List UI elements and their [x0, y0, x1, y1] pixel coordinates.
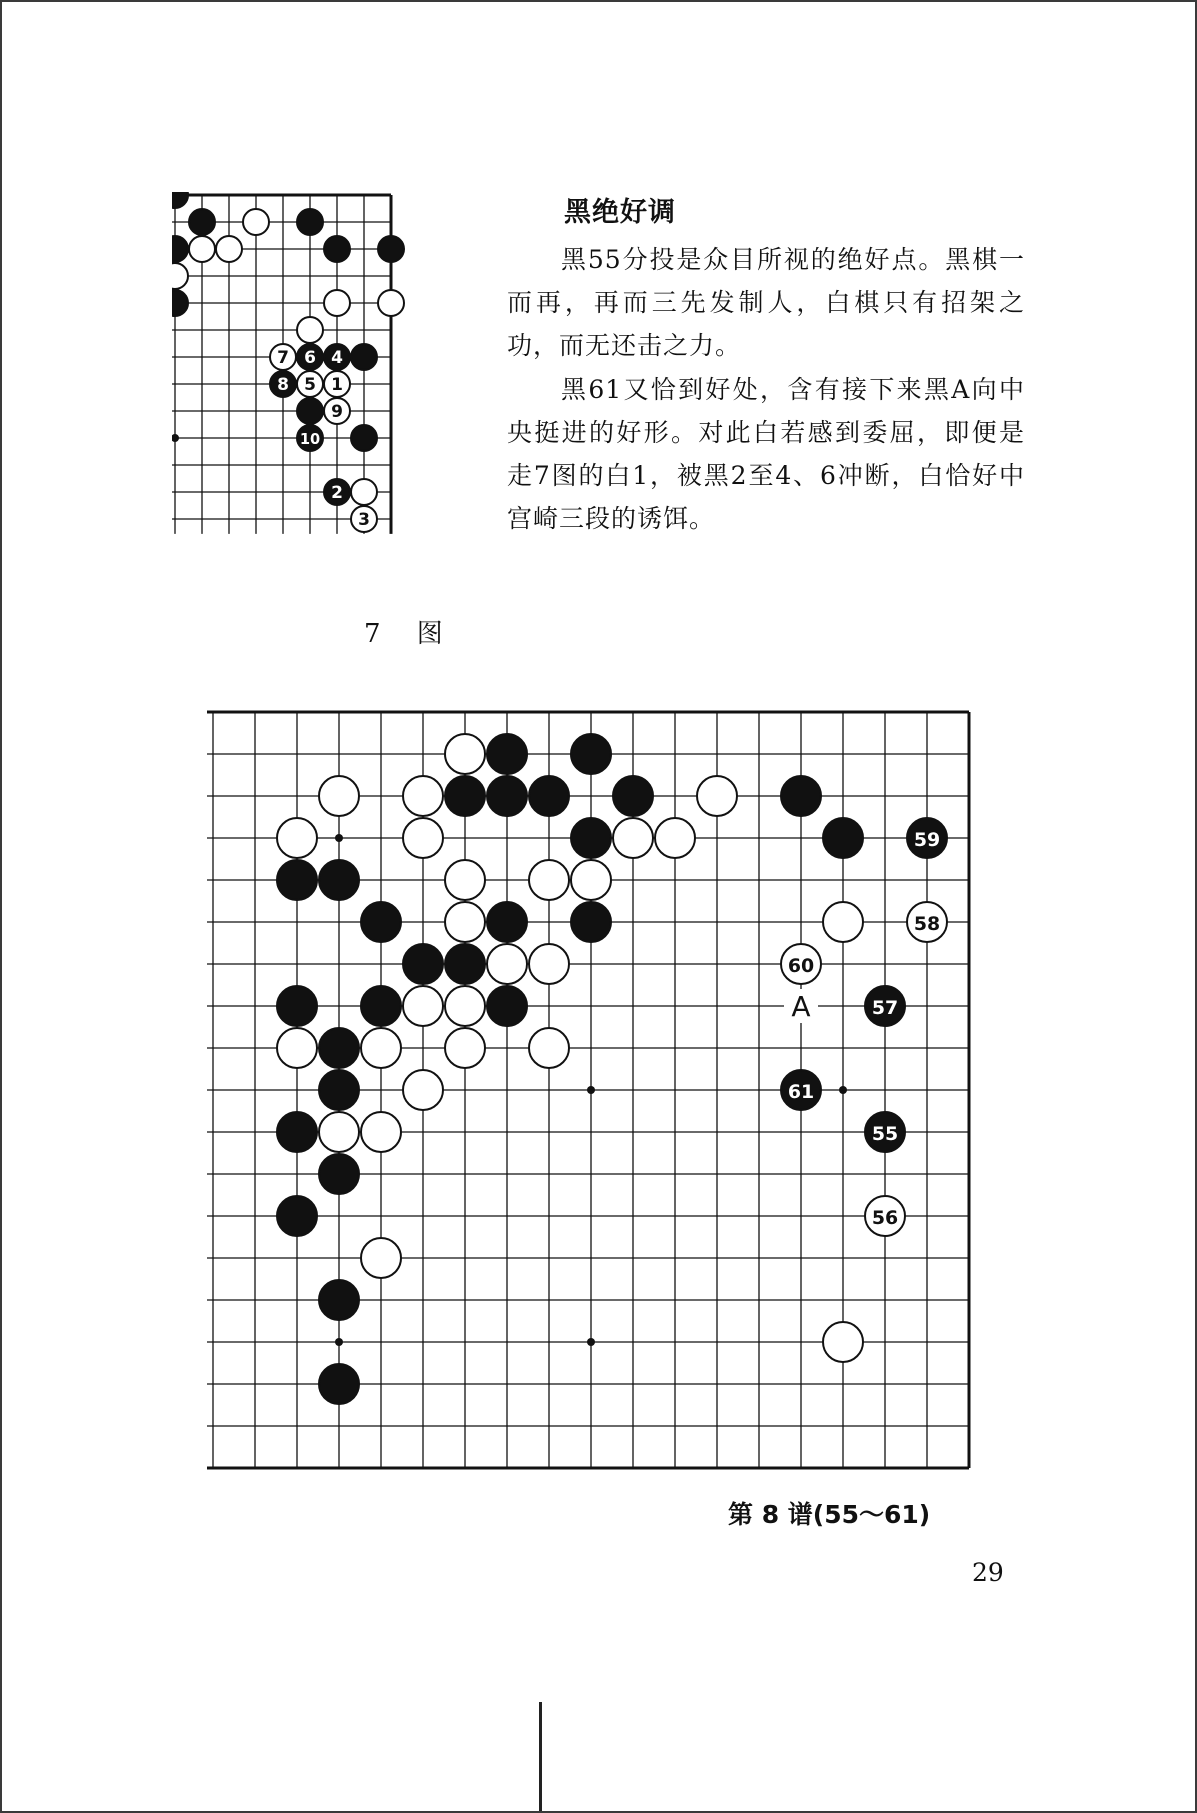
black-stone [324, 236, 350, 262]
move-number: 6 [304, 348, 316, 369]
black-stone [487, 902, 527, 942]
stone-disc [277, 986, 317, 1026]
black-stone [319, 1154, 359, 1194]
stone-disc [324, 290, 350, 316]
stone-disc [277, 1112, 317, 1152]
white-stone [529, 1028, 569, 1068]
white-stone [351, 506, 377, 532]
stone-disc [277, 860, 317, 900]
black-stone [378, 236, 404, 262]
move-number: 60 [787, 954, 815, 977]
black-stone [277, 1196, 317, 1236]
stone-disc [445, 734, 485, 774]
white-stone [445, 902, 485, 942]
diagram-7-caption: 7 图 [364, 619, 457, 649]
black-stone [361, 902, 401, 942]
stone-disc [277, 818, 317, 858]
white-stone [297, 371, 323, 397]
move-number: 10 [299, 431, 321, 449]
black-stone [613, 776, 653, 816]
stone-disc [172, 236, 188, 262]
black-stone [189, 209, 215, 235]
stone-disc [571, 902, 611, 942]
move-number: 3 [358, 510, 370, 531]
white-stone [445, 986, 485, 1026]
white-stone [324, 398, 350, 424]
stone-disc [529, 944, 569, 984]
black-stone [319, 1364, 359, 1404]
stone-disc [487, 986, 527, 1026]
white-stone [487, 944, 527, 984]
black-stone [351, 425, 377, 451]
stone-disc [297, 398, 323, 424]
white-stone [270, 344, 296, 370]
black-stone [297, 209, 323, 235]
white-stone [216, 236, 242, 262]
stone-disc [361, 986, 401, 1026]
stone-disc [172, 263, 188, 289]
white-stone [445, 734, 485, 774]
stone-disc [445, 902, 485, 942]
move-number: 4 [331, 348, 343, 369]
white-stone [865, 1196, 905, 1236]
move-number: 59 [913, 828, 941, 851]
stone-disc [445, 860, 485, 900]
white-stone [172, 263, 188, 289]
white-stone [189, 236, 215, 262]
white-stone [613, 818, 653, 858]
stone-disc [319, 1070, 359, 1110]
stone-disc [351, 344, 377, 370]
white-stone [361, 1112, 401, 1152]
white-stone [319, 1112, 359, 1152]
white-stone [907, 902, 947, 942]
stone-disc [781, 776, 821, 816]
white-stone [781, 944, 821, 984]
stone-disc [319, 1154, 359, 1194]
stone-disc [351, 479, 377, 505]
stone-disc [403, 776, 443, 816]
stone-disc [445, 986, 485, 1026]
white-stone [655, 818, 695, 858]
stone-disc [403, 1070, 443, 1110]
stone-disc [445, 776, 485, 816]
gutter-line [539, 1702, 542, 1811]
stone-disc [403, 986, 443, 1026]
stone-disc [403, 818, 443, 858]
black-stone [172, 192, 188, 208]
section-heading: 黑绝好调 [564, 197, 676, 228]
white-stone [361, 1238, 401, 1278]
stone-disc [319, 1280, 359, 1320]
stone-disc [324, 236, 350, 262]
white-stone [361, 1028, 401, 1068]
stone-disc [351, 425, 377, 451]
stone-disc [823, 902, 863, 942]
move-number: 58 [913, 912, 941, 935]
move-number: 55 [871, 1122, 899, 1145]
stone-disc [319, 860, 359, 900]
black-stone [907, 818, 947, 858]
white-stone [403, 1070, 443, 1110]
stone-disc [445, 944, 485, 984]
stone-disc [697, 776, 737, 816]
stone-disc [403, 944, 443, 984]
black-stone [297, 398, 323, 424]
black-stone [297, 344, 323, 370]
white-stone [277, 818, 317, 858]
black-stone [571, 734, 611, 774]
stone-disc [571, 734, 611, 774]
black-stone [324, 344, 350, 370]
black-stone [823, 818, 863, 858]
white-stone [529, 860, 569, 900]
white-stone [823, 902, 863, 942]
stone-disc [216, 236, 242, 262]
move-number: 8 [277, 375, 289, 396]
stone-disc [277, 1028, 317, 1068]
black-stone [319, 860, 359, 900]
black-stone [571, 818, 611, 858]
move-number: 9 [331, 402, 343, 423]
move-number: 7 [277, 348, 289, 369]
black-stone [445, 776, 485, 816]
stone-disc [613, 818, 653, 858]
star-point [587, 1086, 595, 1094]
stone-disc [655, 818, 695, 858]
white-stone [697, 776, 737, 816]
move-number: 61 [787, 1080, 815, 1103]
black-stone [487, 776, 527, 816]
stone-disc [189, 236, 215, 262]
white-stone [378, 290, 404, 316]
stone-disc [487, 734, 527, 774]
page-number: 29 [972, 1558, 1004, 1587]
stone-disc [487, 944, 527, 984]
black-stone [529, 776, 569, 816]
stone-disc [571, 818, 611, 858]
white-stone [319, 776, 359, 816]
white-stone [403, 776, 443, 816]
stone-disc [487, 902, 527, 942]
black-stone [277, 986, 317, 1026]
black-stone [324, 479, 350, 505]
stone-disc [378, 236, 404, 262]
black-stone [865, 986, 905, 1026]
stone-disc [319, 1364, 359, 1404]
black-stone [277, 860, 317, 900]
stone-disc [189, 209, 215, 235]
stone-disc [445, 1028, 485, 1068]
white-stone [823, 1322, 863, 1362]
black-stone [487, 734, 527, 774]
point-a-label: A [791, 990, 811, 1023]
star-point [335, 834, 343, 842]
move-number: 2 [331, 483, 343, 504]
move-number: 5 [304, 375, 316, 396]
black-stone [351, 344, 377, 370]
star-point [335, 1338, 343, 1346]
stone-disc [361, 1028, 401, 1068]
white-stone [403, 986, 443, 1026]
move-number: 56 [871, 1206, 899, 1229]
white-stone [277, 1028, 317, 1068]
white-stone [571, 860, 611, 900]
black-stone [319, 1070, 359, 1110]
stone-disc [487, 776, 527, 816]
go-diagram-8 [207, 702, 997, 1482]
black-stone [172, 290, 188, 316]
stone-disc [823, 1322, 863, 1362]
diagram-8-caption: 第 8 谱(55～61) [728, 1500, 931, 1529]
black-stone [319, 1028, 359, 1068]
black-stone [865, 1112, 905, 1152]
black-stone [571, 902, 611, 942]
black-stone [487, 986, 527, 1026]
black-stone [781, 1070, 821, 1110]
stone-disc [529, 860, 569, 900]
black-stone [270, 371, 296, 397]
stone-disc [319, 776, 359, 816]
white-stone [324, 290, 350, 316]
white-stone [297, 317, 323, 343]
stone-disc [319, 1028, 359, 1068]
stone-disc [613, 776, 653, 816]
stone-disc [297, 209, 323, 235]
stone-disc [529, 1028, 569, 1068]
stone-disc [361, 1238, 401, 1278]
go-diagram-7 [172, 192, 482, 612]
black-stone [781, 776, 821, 816]
star-point [172, 434, 179, 442]
stone-disc [529, 776, 569, 816]
paragraph-2: 黑61又恰到好处，含有接下来黑A向中央挺进的好形。对此白若感到委屈，即便是走7图的白1，被黑2至4、6冲断，白恰好中宫崎三段的诱饵。 [507, 375, 1025, 533]
stone-disc [823, 818, 863, 858]
paragraph-1: 黑55分投是众目所视的绝好点。黑棋一而再，再而三先发制人，白棋只有招架之功，而无还击之力。 [507, 245, 1025, 360]
white-stone [243, 209, 269, 235]
stone-disc [571, 860, 611, 900]
white-stone [529, 944, 569, 984]
stone-disc [172, 192, 188, 208]
star-point [839, 1086, 847, 1094]
white-stone [324, 371, 350, 397]
stone-disc [172, 290, 188, 316]
move-number: 57 [871, 996, 899, 1019]
black-stone [319, 1280, 359, 1320]
white-stone [445, 1028, 485, 1068]
stone-disc [297, 317, 323, 343]
white-stone [403, 818, 443, 858]
stone-disc [361, 902, 401, 942]
black-stone [297, 425, 323, 451]
white-stone [445, 860, 485, 900]
black-stone [277, 1112, 317, 1152]
stone-disc [319, 1112, 359, 1152]
move-number: 1 [331, 375, 343, 396]
star-point [587, 1338, 595, 1346]
stone-disc [361, 1112, 401, 1152]
stone-disc [243, 209, 269, 235]
black-stone [361, 986, 401, 1026]
white-stone [351, 479, 377, 505]
black-stone [172, 236, 188, 262]
stone-disc [378, 290, 404, 316]
black-stone [403, 944, 443, 984]
stone-disc [277, 1196, 317, 1236]
black-stone [445, 944, 485, 984]
